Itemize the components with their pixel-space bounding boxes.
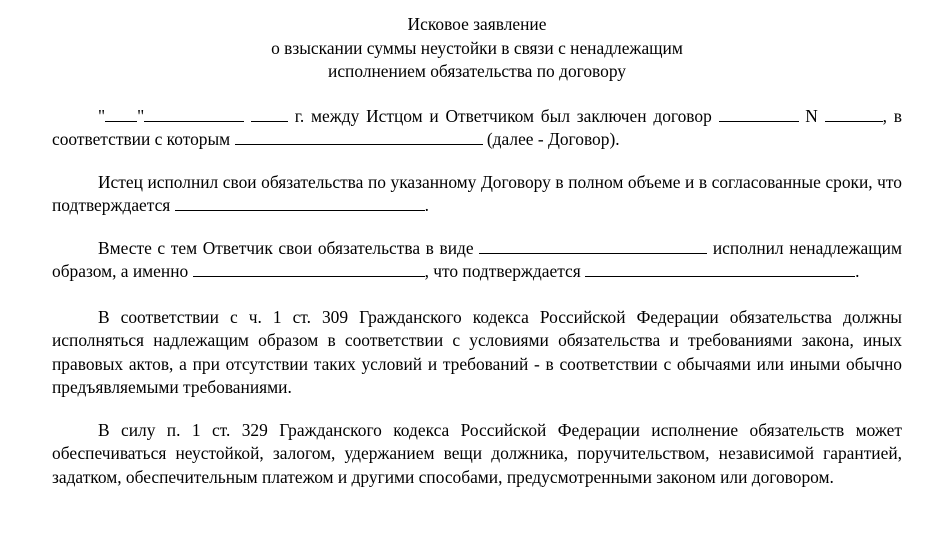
obligation-form-blank — [479, 237, 707, 254]
violation-blank — [193, 260, 425, 277]
paragraph-plaintiff-fulfilled — [52, 171, 902, 218]
paragraph-article-329: В силу п. 1 ст. 329 Гражданского кодекса Российской Федерации исполнение обязательств может обеспечиваться неустойкой, залогом, удержанием вещи должника, поручительством, независимой гарантией, задатком, обеспечительным платежом и другими способами, предусмотренными законом или договором. — [52, 419, 902, 487]
document-title — [52, 13, 902, 84]
paragraph-article-309: В соответствии с ч. 1 ст. 309 Гражданского кодекса Российской Федерации обязательства должны исполняться надлежащим образом в соответствии с условиями обязательства и требованиями закона, иных правовых актов, а при отсутствии таких условий и требований - в соответствии с обычаями или иными обычно предъявляемыми требованиями. — [52, 306, 902, 397]
contract-subject-blank — [235, 128, 483, 145]
defendant-text-d: . — [855, 261, 860, 281]
defendant-text-c: , что подтверждается — [424, 261, 581, 281]
quote-open: " — [98, 105, 106, 126]
month-blank — [144, 105, 244, 122]
proof-documents-blank — [175, 194, 425, 211]
contract-number-blank — [825, 105, 883, 122]
paragraph-contract — [52, 105, 902, 152]
title-line-1: Исковое заявление — [407, 14, 547, 34]
contract-text-b: , в соответствии с которым — [52, 105, 902, 149]
quote-close: " — [137, 105, 145, 126]
title-line-2: о взыскании суммы неустойки в связи с ненадлежащим — [271, 37, 683, 58]
contract-text-a: г. между Истцом и Ответчиком был заключен договор — [294, 105, 712, 126]
violation-proof-blank — [585, 260, 855, 277]
title-line-3: исполнением обязательства по договору — [328, 61, 626, 81]
plaintiff-text-b: . — [424, 195, 430, 215]
document-page — [52, 13, 902, 489]
contract-text-c: (далее - Договор). — [486, 129, 620, 149]
year-blank — [251, 105, 288, 122]
defendant-text-b: исполнил ненадлежащим образом, а именно — [52, 237, 902, 281]
number-label: N — [805, 105, 818, 126]
paragraph-defendant-improper — [52, 237, 902, 284]
contract-date-blank — [719, 105, 799, 122]
day-blank — [105, 105, 137, 122]
defendant-text-a: Вместе с тем Ответчик свои обязательства в виде — [98, 237, 474, 258]
plaintiff-text-a: Истец исполнил свои обязательства по указанному Договору в полном объеме и в согласованные сроки, что подтверждается — [52, 171, 902, 215]
